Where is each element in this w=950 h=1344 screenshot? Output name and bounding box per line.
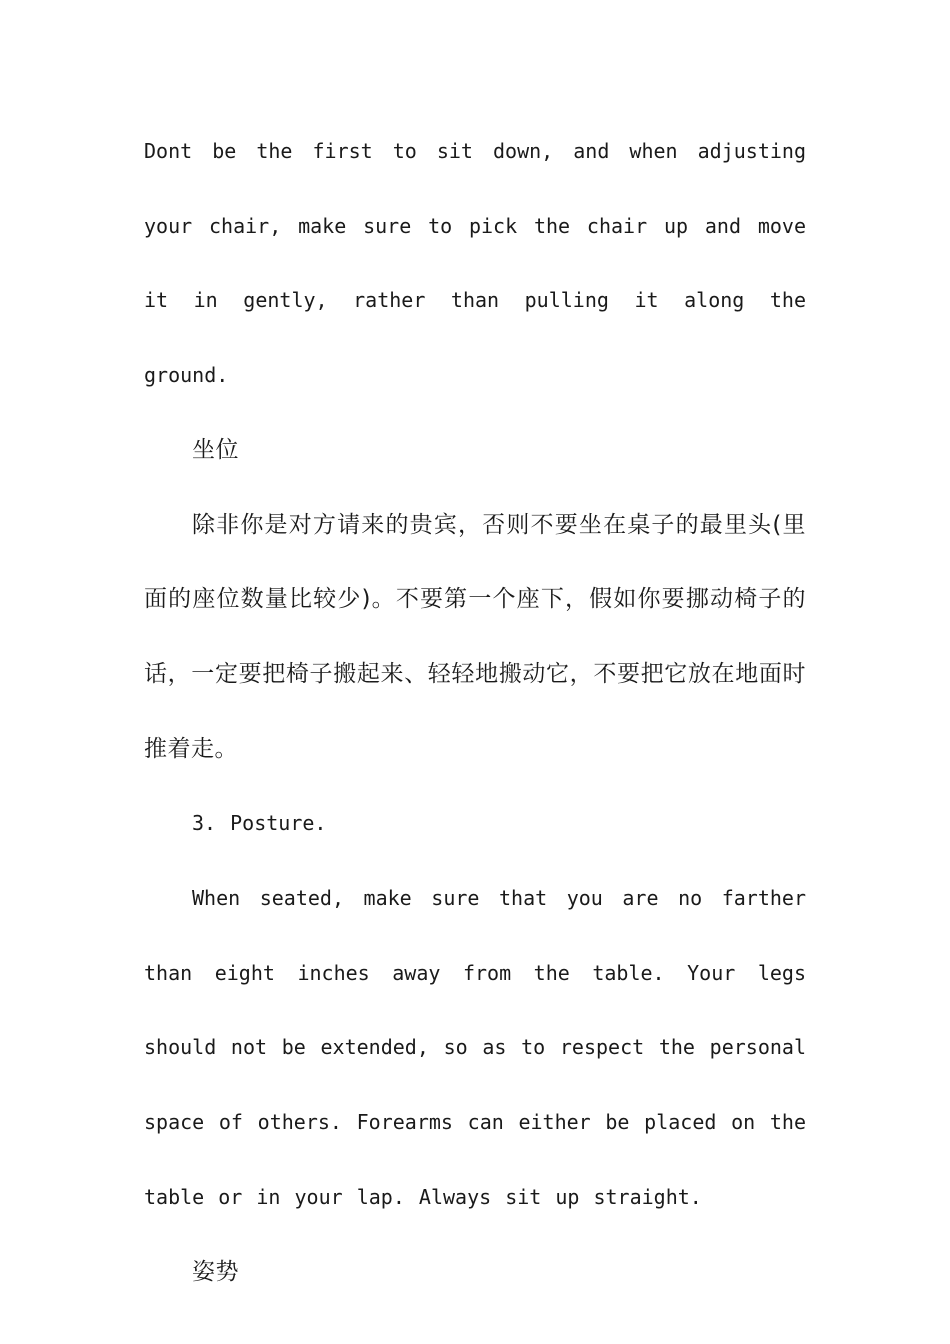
paragraph-seating-zh: 除非你是对方请来的贵宾，否则不要坐在桌子的最里头(里面的座位数量比较少)。不要第一个座下，假如你要挪动椅子的话，一定要把椅子搬起来、轻轻地搬动它，不要把它放在地面时推着走。 (144, 511, 806, 762)
heading-posture-zh: 姿势 (192, 1258, 239, 1285)
paragraph-chair-adjusting-en: Dont be the first to sit down, and when adjusting your chair, make sure to pick the chair up and move it in gently, rather than pulling it along the ground. (144, 139, 806, 388)
document-page (144, 114, 806, 1309)
heading-seating-zh: 坐位 (192, 436, 239, 463)
heading-posture-en: 3. Posture. (192, 811, 327, 836)
paragraph-posture-en: When seated, make sure that you are no farther than eight inches away from the table. Your legs should not be extended, so as to respect the personal space of others. Forearms can either be placed on the table or in your lap. Always sit up straight. (144, 886, 806, 1209)
